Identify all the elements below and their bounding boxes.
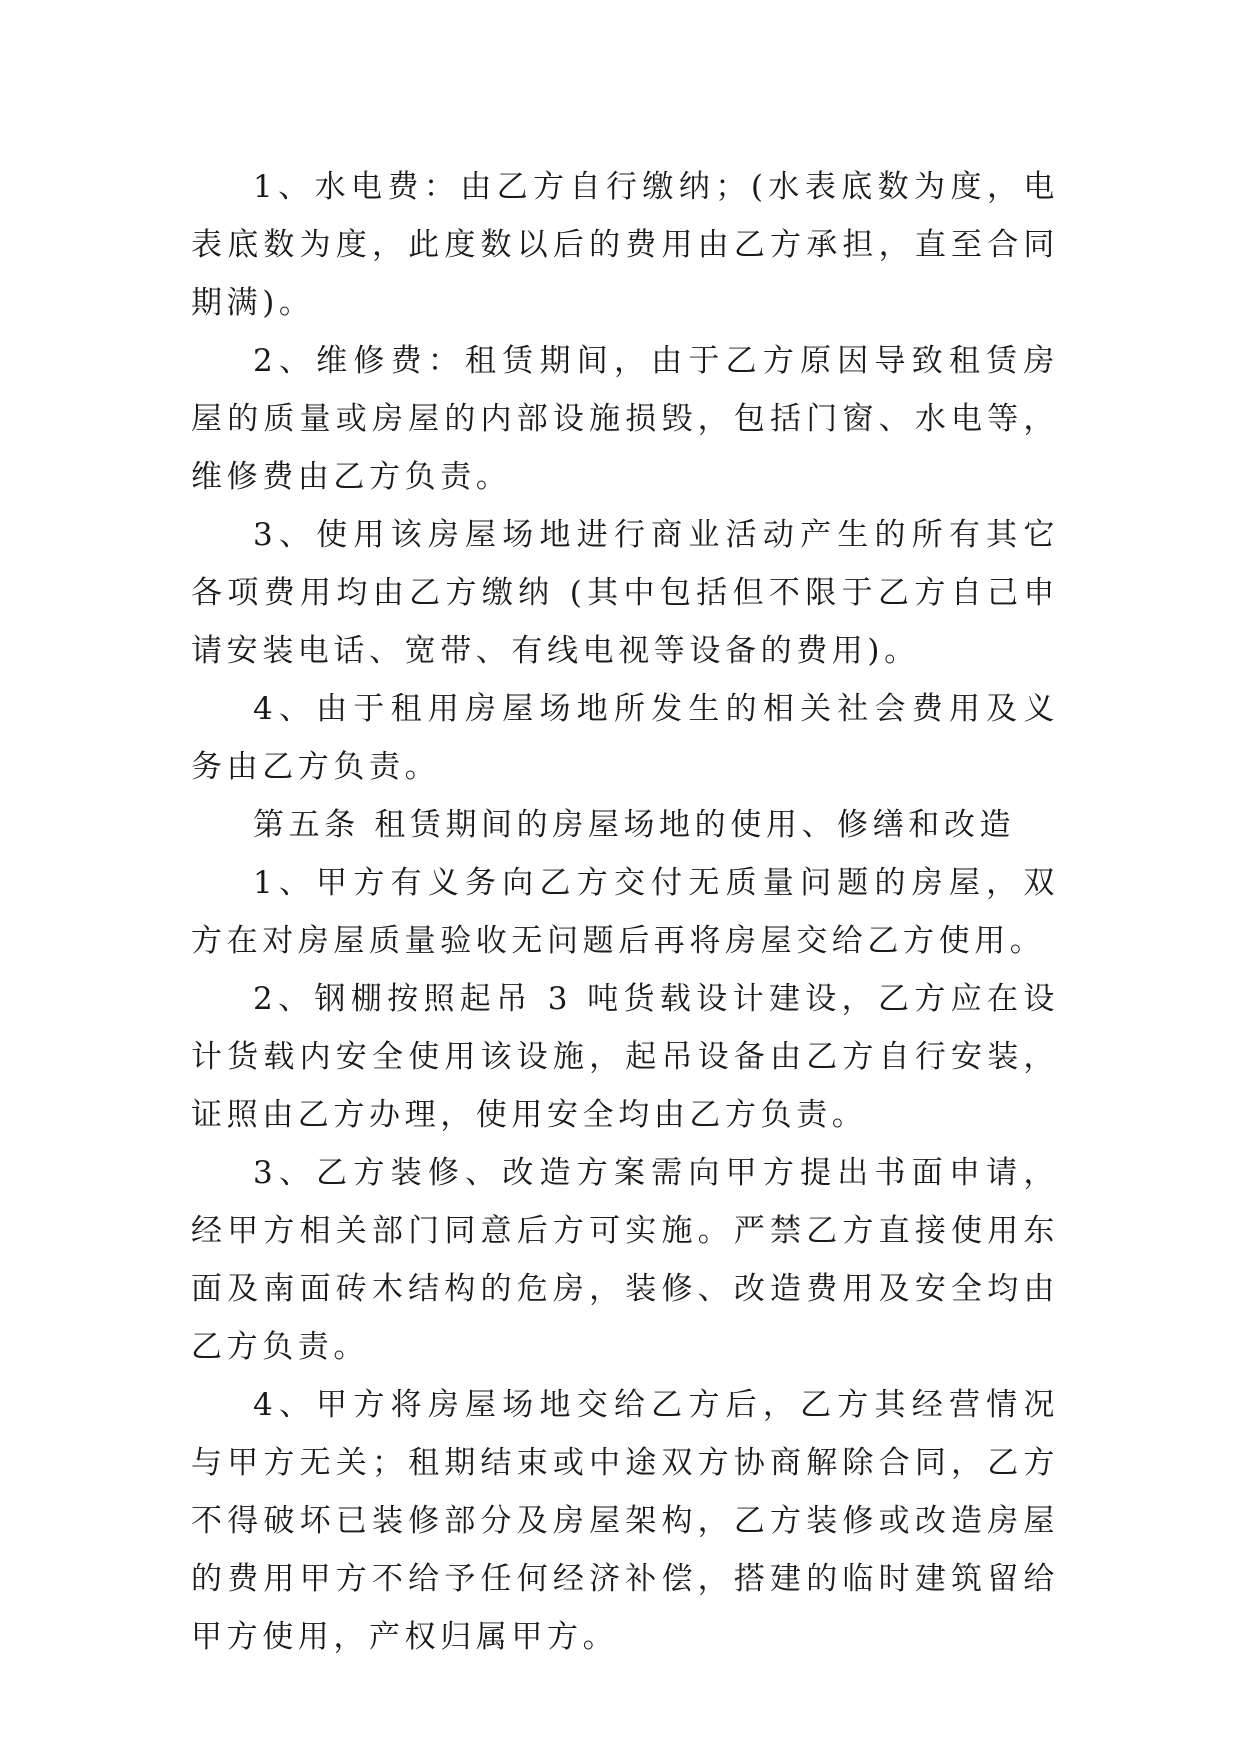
paragraph-utilities-fee: 1、水电费：由乙方自行缴纳；(水表底数为度，电表底数为度，此度数以后的费用由乙方承担，直至合同期满)。 <box>191 169 1059 321</box>
paragraph-steel-shed: 2、钢棚按照起吊 3 吨货载设计建设，乙方应在设计货载内安全使用该设施，起吊设备由乙方自行安装，证照由乙方办理，使用安全均由乙方负责。 <box>191 981 1059 1133</box>
paragraph-handover-terms: 4、甲方将房屋场地交给乙方后，乙方其经营情况与甲方无关；租期结束或中途双方协商解除合同，乙方不得破坏已装修部分及房屋架构，乙方装修或改造房屋的费用甲方不给予任何经济补偿，搭建的临时建筑留给甲方使用，产权归属甲方。 <box>191 1387 1059 1655</box>
paragraph-delivery-obligation: 1、甲方有义务向乙方交付无质量问题的房屋，双方在对房屋质量验收无问题后再将房屋交给乙方使用。 <box>191 865 1059 959</box>
paragraph-social-fees: 4、由于租用房屋场地所发生的相关社会费用及义务由乙方负责。 <box>191 691 1059 785</box>
paragraph-renovation-plan: 3、乙方装修、改造方案需向甲方提出书面申请，经甲方相关部门同意后方可实施。严禁乙方直接使用东面及南面砖木结构的危房，装修、改造费用及安全均由乙方负责。 <box>191 1155 1059 1365</box>
section-heading-article-5: 第五条 租赁期间的房屋场地的使用、修缮和改造 <box>253 807 1016 843</box>
paragraph-maintenance-fee: 2、维修费：租赁期间，由于乙方原因导致租赁房屋的质量或房屋的内部设施损毁，包括门窗、水电等，维修费由乙方负责。 <box>191 343 1059 495</box>
document-body <box>191 158 1059 1666</box>
paragraph-commercial-fees: 3、使用该房屋场地进行商业活动产生的所有其它各项费用均由乙方缴纳 (其中包括但不限于乙方自己申请安装电话、宽带、有线电视等设备的费用)。 <box>191 517 1059 669</box>
